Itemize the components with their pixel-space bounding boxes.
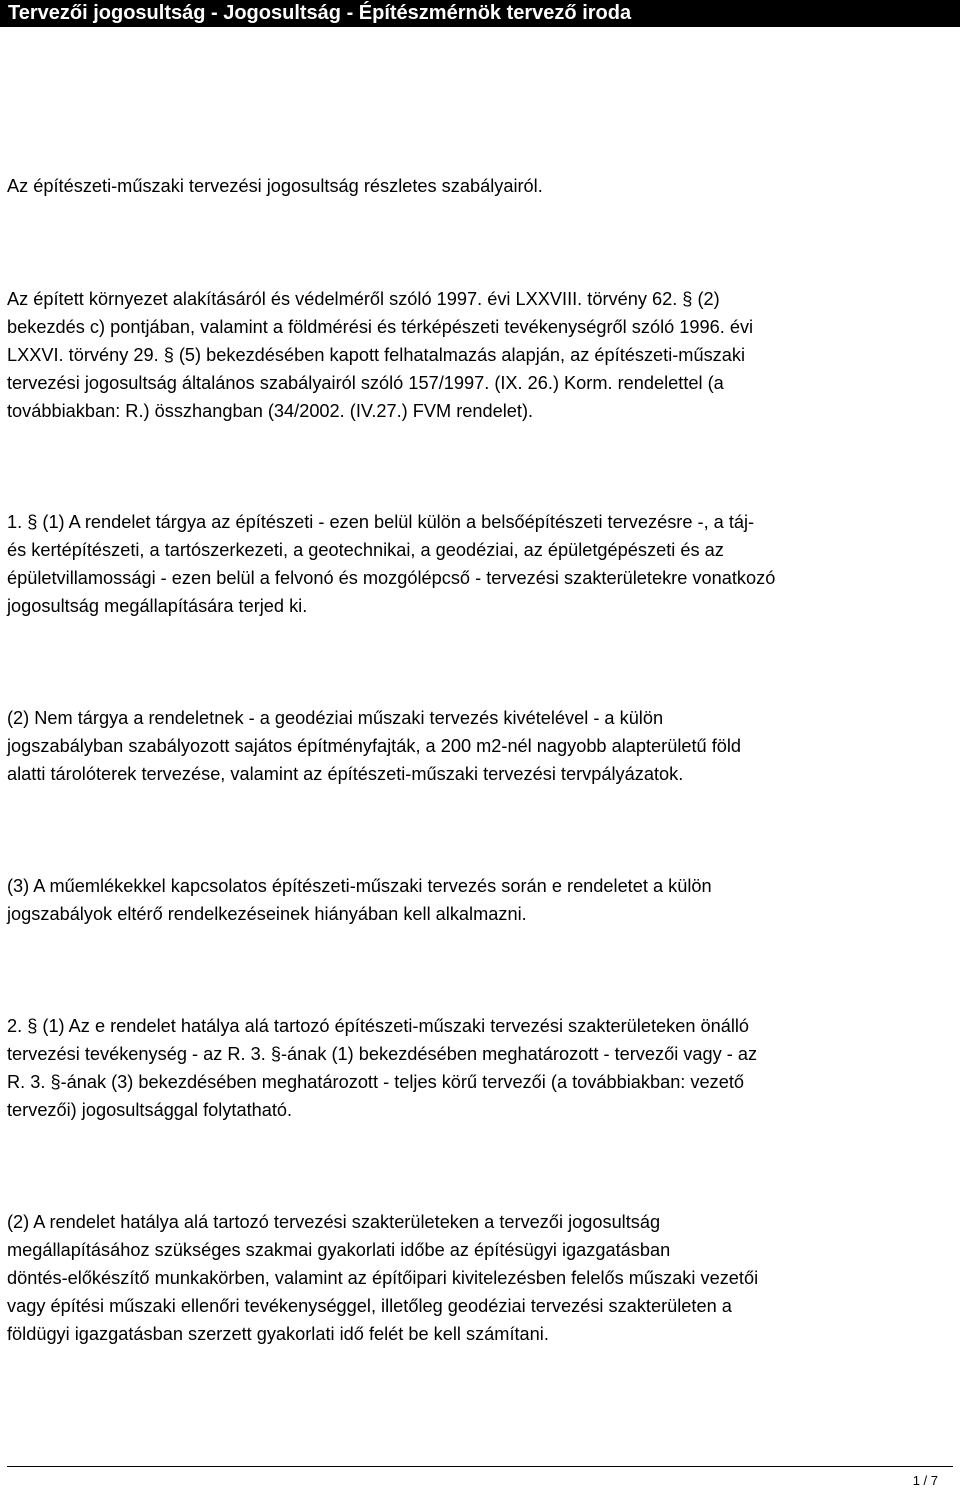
paragraph-section-1-2 bbox=[7, 704, 952, 788]
header-bar bbox=[0, 0, 960, 27]
text-line: (2) Nem tárgya a rendeletnek - a geodéziai műszaki tervezés kivételével - a külön bbox=[7, 708, 664, 728]
text-line: jogosultság megállapítására terjed ki. bbox=[7, 596, 308, 616]
paragraph-section-1-3 bbox=[7, 872, 952, 928]
page-title: Tervezői jogosultság - Jogosultság - Építészmérnök tervező iroda bbox=[8, 2, 632, 24]
text-line: (2) A rendelet hatálya alá tartozó tervezési szakterületeken a tervezői jogosultság bbox=[7, 1212, 661, 1232]
text-line: épületvillamossági - ezen belül a felvonó és mozgólépcső - tervezési szakterületekre vonatkozó bbox=[7, 568, 776, 588]
paragraph-section-2-1 bbox=[7, 1012, 952, 1124]
text-line: döntés-előkészítő munkakörben, valamint az építőipari kivitelezésben felelős műszaki vezetői bbox=[7, 1268, 759, 1288]
paragraph-section-2-2 bbox=[7, 1208, 952, 1348]
text-line: alatti tárolóterek tervezése, valamint az építészeti-műszaki tervezési tervpályázatok. bbox=[7, 764, 684, 784]
text-line: földügyi igazgatásban szerzett gyakorlati idő felét be kell számítani. bbox=[7, 1324, 549, 1344]
text-line: vagy építési műszaki ellenőri tevékenységgel, illetőleg geodéziai tervezési szakterületen a bbox=[7, 1296, 732, 1316]
text-line: 2. § (1) Az e rendelet hatálya alá tartozó építészeti-műszaki tervezési szakterületeken önálló bbox=[7, 1016, 750, 1036]
text-line: tervezői) jogosultsággal folytatható. bbox=[7, 1100, 293, 1120]
text-line: továbbiakban: R.) összhangban (34/2002. (IV.27.) FVM rendelet). bbox=[7, 401, 534, 421]
text-line: tervezési tevékenység - az R. 3. §-ának (1) bekezdésében meghatározott - tervezői vagy - az bbox=[7, 1044, 758, 1064]
text-line: Az épített környezet alakításáról és védelméről szóló 1997. évi LXXVIII. törvény 62. § (2) bbox=[7, 289, 720, 309]
paragraph-section-1-1 bbox=[7, 508, 952, 620]
text-line: 1. § (1) A rendelet tárgya az építészeti - ezen belül külön a belsőépítészeti tervezésre -, a táj- bbox=[7, 512, 755, 532]
text-line: (3) A műemlékekkel kapcsolatos építészeti-műszaki tervezés során e rendeletet a külön bbox=[7, 876, 712, 896]
paragraph-title-line bbox=[7, 172, 952, 200]
text-line: bekezdés c) pontjában, valamint a földmérési és térképészeti tevékenységről szóló 1996. évi bbox=[7, 317, 754, 337]
text-line: jogszabályok eltérő rendelkezéseinek hiányában kell alkalmazni. bbox=[7, 904, 527, 924]
text-line: és kertépítészeti, a tartószerkezeti, a geotechnikai, a geodéziai, az épületgépészeti és az bbox=[7, 540, 724, 560]
text-line: tervezési jogosultság általános szabályairól szóló 157/1997. (IX. 26.) Korm. rendelettel (a bbox=[7, 373, 724, 393]
paragraph-preamble bbox=[7, 285, 952, 425]
footer-divider bbox=[7, 1466, 953, 1467]
text-line: LXXVI. törvény 29. § (5) bekezdésében kapott felhatalmazás alapján, az építészeti-műszaki bbox=[7, 345, 746, 365]
text-line: jogszabályban szabályozott sajátos építményfajták, a 200 m2-nél nagyobb alapterületű föld bbox=[7, 736, 742, 756]
text-line: megállapításához szükséges szakmai gyakorlati időbe az építésügyi igazgatásban bbox=[7, 1240, 671, 1260]
text-line: R. 3. §-ának (3) bekezdésében meghatározott - teljes körű tervezői (a továbbiakban: vezető bbox=[7, 1072, 745, 1092]
text-line: Az építészeti-műszaki tervezési jogosultság részletes szabályairól. bbox=[7, 176, 543, 196]
page-number: 1 / 7 bbox=[912, 1473, 938, 1488]
